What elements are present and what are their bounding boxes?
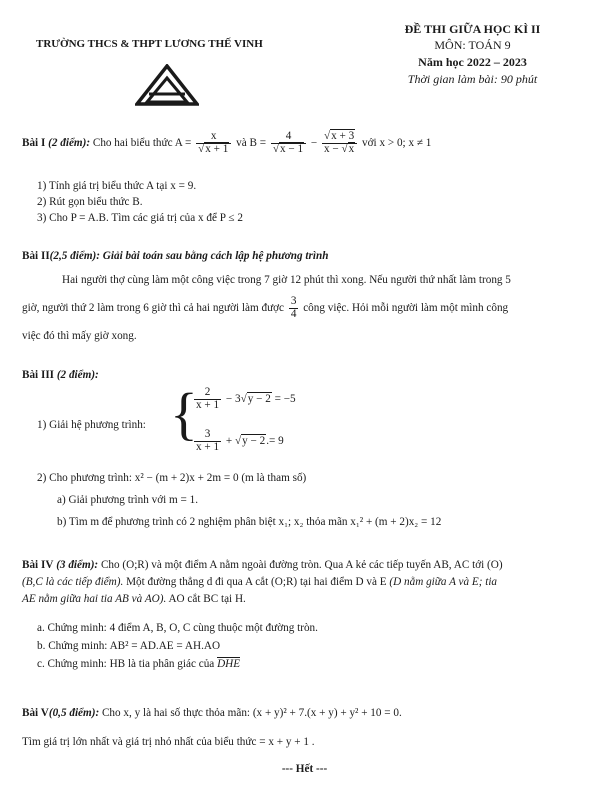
bai1-item-2: 2) Rút gọn biểu thức B. bbox=[37, 196, 143, 208]
bai3-label: Bài III bbox=[22, 369, 55, 381]
bai1-minus: − bbox=[310, 136, 318, 149]
bai1-label: Bài I bbox=[22, 136, 46, 149]
exam-title: ĐỀ THI GIỮA HỌC KÌ II bbox=[404, 22, 541, 36]
bai1-points: (2 điểm): bbox=[48, 136, 91, 149]
system-eq-1: $\frac{2}{x + 1}$ − 3√y − 2 = −5 bbox=[196, 386, 296, 411]
bai2-header bbox=[22, 249, 328, 263]
bai2-points: (2,5 điểm): bbox=[49, 250, 100, 262]
bai4-item-b: b. Chứng minh: AB² = AD.AE = AH.AO bbox=[37, 640, 221, 652]
bai5-points: (0,5 điểm): bbox=[48, 707, 100, 719]
bai2-label: Bài II bbox=[22, 250, 50, 262]
bai4-label: Bài IV bbox=[22, 559, 54, 571]
exam-time: Thời gian làm bài: 90 phút bbox=[407, 72, 538, 86]
bai3-q2b: b) Tìm m để phương trình có 2 nghiệm phân biệt x₁; x₂ thỏa mãn x₁² + (m + 2)x₂ = 12 bbox=[57, 516, 442, 528]
bai3-q2: 2) Cho phương trình: x² − (m + 2)x + 2m = 0 (m là tham số) bbox=[37, 472, 307, 484]
frac-b1: $\frac{4}{√x - 1}$ bbox=[271, 131, 306, 156]
bai2-title: Giải bài toán sau bằng cách lập hệ phương trình bbox=[102, 250, 329, 262]
bai4-item-c: c. Chứng minh: HB là tia phân giác của DHE bbox=[37, 658, 241, 670]
bai3-q2a: a) Giải phương trình với m = 1. bbox=[57, 494, 199, 506]
bai1-item-1: 1) Tính giá trị biểu thức A tại x = 9. bbox=[37, 180, 197, 192]
bai5-line-1: Bài V(0,5 điểm): Cho x, y là hai số thực thỏa mãn: (x + y)² + 7.(x + y) + y² + 10 = 0. bbox=[22, 707, 402, 719]
footer-end: --- Hết --- bbox=[281, 763, 328, 775]
bai5-line-2: Tìm giá trị lớn nhất và giá trị nhỏ nhất của biểu thức = x + y + 1 . bbox=[22, 736, 315, 748]
frac-b2: $\frac{√x + 3}{x - √x}$ bbox=[322, 131, 357, 156]
bai4-line-2: (B,C là các tiếp điểm). Một đường thẳng d đi qua A cắt (O;R) tại hai điểm D và E (D nằm giữa A và E; tia bbox=[22, 576, 498, 588]
triangle-logo-icon bbox=[135, 64, 199, 106]
bai4-points: (3 điểm): bbox=[56, 559, 99, 571]
exam-subject: MÔN: TOÁN 9 bbox=[434, 38, 511, 52]
bai2-line-3: việc đó thì mấy giờ xong. bbox=[22, 330, 137, 342]
bai2-line-1: Hai người thợ cùng làm một công việc trong 7 giờ 12 phút thì xong. Nếu người thứ nhất làm trong 5 bbox=[62, 274, 511, 286]
bai4-line-3: AE nằm giữa hai tia AB và AO). AO cắt BC tại H. bbox=[22, 593, 246, 605]
bai3-points: (2 điểm): bbox=[56, 369, 99, 381]
bai2-line-2: giờ, người thứ 2 làm trong 6 giờ thì cả hai người làm được $\frac{3}{4}$ công việc. Hỏi mỗi người làm một mình công bbox=[22, 295, 509, 320]
bai4-line-1: Bài IV (3 điểm): Cho (O;R) và một điểm A nằm ngoài đường tròn. Qua A kẻ các tiếp tuyến AB, AC tới (O) bbox=[22, 559, 503, 571]
bai3-header bbox=[22, 368, 99, 382]
bai1-intro: Cho hai biểu thức A = bbox=[92, 136, 192, 149]
school-name: TRƯỜNG THCS & THPT LƯƠNG THẾ VINH bbox=[36, 38, 263, 50]
bai1-item-3: 3) Cho P = A.B. Tìm các giá trị của x để P ≤ 2 bbox=[37, 212, 243, 224]
bai3-q1: 1) Giải hệ phương trình: bbox=[37, 419, 146, 431]
system-brace: { bbox=[170, 381, 198, 446]
bai1-and-b: và B = bbox=[236, 136, 267, 149]
bai1-condition: với x > 0; x ≠ 1 bbox=[362, 136, 432, 149]
system-eq-2: $\frac{3}{x + 1}$ + √y − 2.= 9 bbox=[196, 428, 284, 453]
bai1-header bbox=[22, 131, 431, 156]
frac-three-quarters: $\frac{3}{4}$ bbox=[290, 295, 297, 320]
angle-dhe: DHE bbox=[217, 658, 241, 670]
frac-a: $\frac{x}{√x + 1}$ bbox=[196, 131, 231, 156]
exam-year: Năm học 2022 – 2023 bbox=[418, 55, 527, 69]
bai4-item-a: a. Chứng minh: 4 điểm A, B, O, C cùng thuộc một đường tròn. bbox=[37, 622, 318, 634]
bai5-label: Bài V bbox=[22, 707, 49, 719]
